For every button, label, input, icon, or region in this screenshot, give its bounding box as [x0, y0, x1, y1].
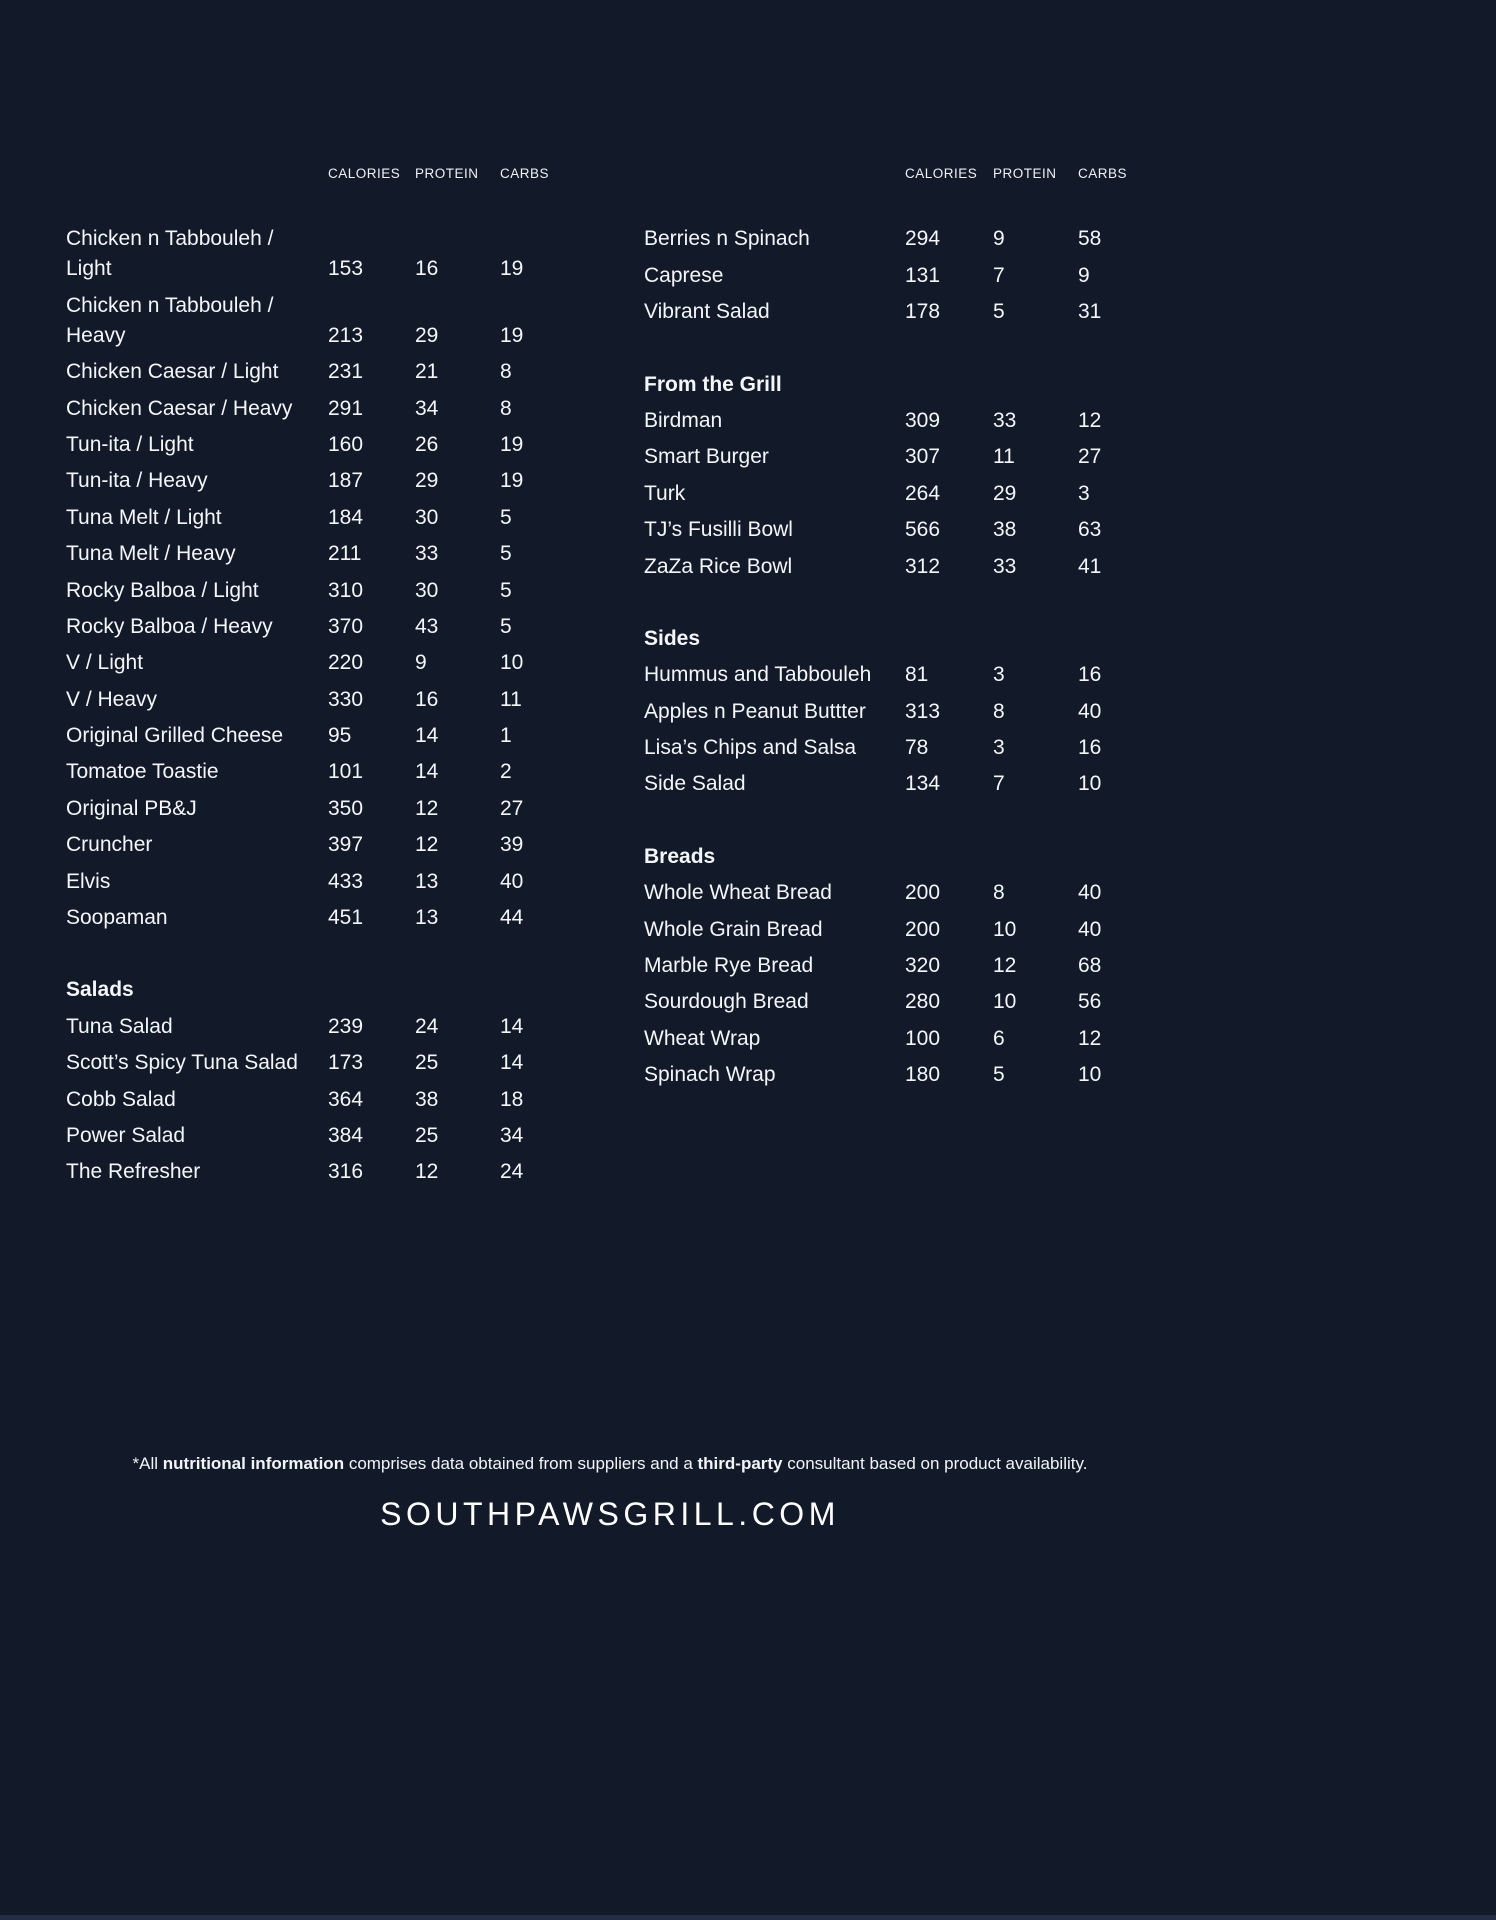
menu-item-row	[644, 254, 1144, 290]
item-carbs: 19	[500, 469, 524, 493]
item-name	[66, 1121, 328, 1151]
item-name	[644, 1024, 905, 1054]
website-url: SOUTHPAWSGRILL.COM	[380, 1496, 840, 1532]
item-carbs: 40	[1078, 881, 1102, 905]
item-name	[66, 430, 328, 460]
item-protein: 34	[415, 396, 439, 420]
item-protein: 30	[415, 578, 439, 602]
item-protein: 3	[993, 663, 1005, 687]
item-carbs: 9	[1078, 263, 1090, 287]
item-name	[644, 479, 905, 509]
item-calories: 307	[905, 445, 941, 469]
item-name-line: Tomatoe Toastie	[66, 760, 219, 784]
item-calories: 184	[328, 505, 364, 529]
item-name-line: Tuna Melt / Light	[66, 505, 222, 529]
item-name	[66, 612, 328, 642]
item-name	[644, 769, 905, 799]
item-name-line: Side Salad	[644, 772, 746, 796]
item-name	[644, 1060, 905, 1090]
item-name	[66, 648, 328, 678]
item-name-line: Smart Burger	[644, 445, 769, 469]
item-protein: 30	[415, 505, 439, 529]
item-name	[66, 794, 328, 824]
item-carbs: 40	[1078, 699, 1102, 723]
item-protein: 29	[415, 469, 439, 493]
item-protein: 38	[415, 1087, 439, 1111]
item-name-line: Soopaman	[66, 906, 168, 930]
item-name-line: Turk	[644, 481, 686, 505]
item-name	[644, 987, 905, 1017]
item-carbs: 10	[500, 651, 524, 675]
item-carbs: 5	[500, 542, 512, 566]
item-carbs: 11	[500, 687, 522, 711]
item-calories: 220	[328, 651, 364, 675]
menu-item-row	[66, 351, 566, 387]
item-name-line: Original PB&J	[66, 796, 197, 820]
item-name	[644, 224, 905, 254]
item-carbs: 14	[500, 1051, 524, 1075]
calories-header: CALORIES	[905, 166, 978, 181]
item-calories: 180	[905, 1063, 941, 1087]
item-name	[66, 576, 328, 606]
item-protein: 14	[415, 724, 439, 748]
disclaimer-bold-text: nutritional information	[162, 1454, 345, 1473]
item-calories: 330	[328, 687, 364, 711]
item-carbs: 19	[500, 432, 524, 456]
item-calories: 95	[328, 724, 352, 748]
item-calories: 350	[328, 796, 364, 820]
menu-item-row	[66, 1005, 566, 1041]
item-name	[644, 442, 905, 472]
menu-item-row	[66, 751, 566, 787]
item-name-line: Tuna Salad	[66, 1014, 173, 1038]
disclaimer-text: comprises data obtained from suppliers and a	[344, 1454, 698, 1473]
item-name-line: The Refresher	[66, 1160, 201, 1184]
item-carbs: 31	[1078, 300, 1102, 324]
item-carbs: 44	[500, 906, 524, 930]
item-name	[66, 539, 328, 569]
menu-item-row	[66, 897, 566, 933]
item-calories: 291	[328, 396, 364, 420]
nutrition-column-right	[644, 166, 1144, 1090]
item-name-line: Rocky Balboa / Heavy	[66, 614, 273, 638]
item-carbs: 18	[500, 1087, 524, 1111]
item-protein: 5	[993, 300, 1005, 324]
menu-item-row	[644, 509, 1144, 545]
nutrition-disclaimer	[0, 1452, 1220, 1476]
item-calories: 100	[905, 1026, 941, 1050]
disclaimer-text: consultant based on product availability.	[782, 1454, 1088, 1473]
menu-rows-right	[644, 218, 1144, 1090]
menu-section	[66, 969, 566, 1187]
item-calories: 280	[905, 990, 941, 1014]
item-carbs: 14	[500, 1014, 524, 1038]
menu-item-row	[644, 1017, 1144, 1053]
item-name-line: Hummus and Tabbouleh	[644, 663, 872, 687]
item-name	[644, 660, 905, 690]
menu-item-row	[644, 981, 1144, 1017]
item-calories: 200	[905, 917, 941, 941]
item-carbs: 1	[500, 724, 512, 748]
item-protein: 16	[415, 257, 439, 281]
item-name-line: Scott’s Spicy Tuna Salad	[66, 1051, 298, 1075]
item-name	[644, 406, 905, 436]
item-calories: 320	[905, 954, 941, 978]
item-protein: 7	[993, 263, 1005, 287]
item-calories: 312	[905, 554, 941, 578]
menu-item-row	[66, 678, 566, 714]
item-protein: 8	[993, 881, 1005, 905]
item-calories: 451	[328, 906, 364, 930]
item-name-line: ZaZa Rice Bowl	[644, 554, 793, 578]
item-protein: 26	[415, 432, 439, 456]
item-protein: 43	[415, 614, 439, 638]
section-title: From the Grill	[644, 372, 782, 396]
item-protein: 13	[415, 906, 439, 930]
menu-item-row	[66, 715, 566, 751]
menu-item-row	[66, 218, 566, 284]
item-name-line: Heavy	[66, 323, 126, 347]
item-name-line: Birdman	[644, 408, 723, 432]
item-carbs: 5	[500, 578, 512, 602]
item-name-line: Tun-ita / Light	[66, 432, 194, 456]
item-carbs: 40	[500, 869, 524, 893]
menu-item-row	[66, 787, 566, 823]
protein-header: PROTEIN	[993, 166, 1057, 181]
menu-section	[66, 218, 566, 933]
item-carbs: 8	[500, 396, 512, 420]
item-carbs: 41	[1078, 554, 1102, 578]
item-protein: 14	[415, 760, 439, 784]
item-name-line: Tuna Melt / Heavy	[66, 542, 236, 566]
calories-header: CALORIES	[328, 166, 401, 181]
item-name	[644, 515, 905, 545]
item-carbs: 12	[1078, 1026, 1102, 1050]
item-carbs: 10	[1078, 772, 1102, 796]
menu-item-row	[66, 1042, 566, 1078]
item-name-line: Lisa’s Chips and Salsa	[644, 736, 857, 760]
menu-item-row	[644, 763, 1144, 799]
menu-rows-left	[66, 218, 566, 1187]
item-protein: 16	[415, 687, 439, 711]
item-carbs: 19	[500, 323, 524, 347]
item-name-line: Vibrant Salad	[644, 300, 770, 324]
item-name	[66, 867, 328, 897]
item-name-line: TJ’s Fusilli Bowl	[644, 518, 793, 542]
item-calories: 78	[905, 736, 929, 760]
item-calories: 134	[905, 772, 941, 796]
item-name	[644, 951, 905, 981]
item-protein: 5	[993, 1063, 1005, 1087]
item-protein: 33	[993, 554, 1017, 578]
item-protein: 12	[415, 1160, 439, 1184]
item-carbs: 40	[1078, 917, 1102, 941]
item-name-line: Cruncher	[66, 833, 153, 857]
item-name	[66, 291, 328, 351]
item-calories: 309	[905, 408, 941, 432]
table-header-row	[644, 166, 1144, 182]
item-name-line: Caprese	[644, 263, 724, 287]
menu-item-row	[66, 496, 566, 532]
menu-item-row	[644, 545, 1144, 581]
item-calories: 187	[328, 469, 364, 493]
item-name	[66, 685, 328, 715]
item-name-line: Marble Rye Bread	[644, 954, 814, 978]
item-name	[66, 394, 328, 424]
item-carbs: 24	[500, 1160, 524, 1184]
item-name	[66, 1048, 328, 1078]
item-carbs: 2	[500, 760, 512, 784]
item-name	[644, 297, 905, 327]
item-calories: 160	[328, 432, 364, 456]
item-name-line: Spinach Wrap	[644, 1063, 776, 1087]
item-name-line: Chicken n Tabbouleh /	[66, 227, 274, 251]
item-name-line: Chicken n Tabbouleh /	[66, 293, 274, 317]
item-protein: 12	[993, 954, 1017, 978]
item-name-line: Cobb Salad	[66, 1087, 176, 1111]
item-calories: 313	[905, 699, 941, 723]
section-title: Breads	[644, 844, 716, 868]
item-protein: 25	[415, 1051, 439, 1075]
item-name-line: Chicken Caesar / Light	[66, 360, 279, 384]
item-name	[66, 1012, 328, 1042]
menu-item-row	[66, 642, 566, 678]
item-name-line: Sourdough Bread	[644, 990, 809, 1014]
nutrition-column-left	[66, 166, 566, 1187]
item-protein: 12	[415, 833, 439, 857]
item-name	[66, 757, 328, 787]
item-calories: 101	[328, 760, 364, 784]
item-calories: 370	[328, 614, 364, 638]
item-carbs: 10	[1078, 1063, 1102, 1087]
menu-item-row	[644, 908, 1144, 944]
item-calories: 566	[905, 518, 941, 542]
item-name-line: Rocky Balboa / Light	[66, 578, 259, 602]
section-title: Salads	[66, 978, 134, 1002]
menu-item-row	[66, 606, 566, 642]
item-carbs: 27	[1078, 445, 1102, 469]
item-protein: 11	[993, 445, 1015, 469]
menu-item-row	[644, 400, 1144, 436]
item-calories: 384	[328, 1123, 364, 1147]
item-protein: 12	[415, 796, 439, 820]
menu-item-row	[66, 424, 566, 460]
bottom-accent-strip	[0, 1915, 1496, 1920]
menu-item-row	[644, 654, 1144, 690]
item-protein: 8	[993, 699, 1005, 723]
item-name	[66, 1085, 328, 1115]
disclaimer-bold-text: third-party	[697, 1454, 783, 1473]
item-name	[66, 1157, 328, 1187]
item-calories: 211	[328, 542, 362, 566]
item-name-line: Apples n Peanut Buttter	[644, 699, 866, 723]
item-protein: 33	[415, 542, 439, 566]
item-carbs: 3	[1078, 481, 1090, 505]
item-calories: 294	[905, 227, 941, 251]
item-calories: 364	[328, 1087, 364, 1111]
item-name-line: Whole Wheat Bread	[644, 881, 832, 905]
item-name-line: Original Grilled Cheese	[66, 724, 284, 748]
item-calories: 178	[905, 300, 941, 324]
menu-item-row	[66, 1115, 566, 1151]
item-calories: 81	[905, 663, 929, 687]
item-name-line: Berries n Spinach	[644, 227, 810, 251]
table-header-row	[66, 166, 566, 182]
item-calories: 239	[328, 1014, 364, 1038]
item-name	[66, 903, 328, 933]
menu-item-row	[66, 387, 566, 423]
item-name-line: Tun-ita / Heavy	[66, 469, 208, 493]
carbs-header: CARBS	[500, 166, 550, 181]
item-protein: 3	[993, 736, 1005, 760]
item-name-line: Light	[66, 257, 112, 281]
item-name	[644, 915, 905, 945]
item-carbs: 16	[1078, 663, 1102, 687]
item-name	[644, 261, 905, 291]
menu-item-row	[66, 569, 566, 605]
item-name-line: Elvis	[66, 869, 111, 893]
item-carbs: 63	[1078, 518, 1102, 542]
item-name	[644, 697, 905, 727]
item-calories: 310	[328, 578, 364, 602]
item-carbs: 5	[500, 505, 512, 529]
item-name	[644, 733, 905, 763]
item-protein: 10	[993, 917, 1017, 941]
item-calories: 231	[328, 360, 364, 384]
menu-item-row	[66, 533, 566, 569]
item-name	[66, 721, 328, 751]
menu-item-row	[644, 218, 1144, 254]
menu-item-row	[644, 690, 1144, 726]
menu-item-row	[66, 284, 566, 350]
item-protein: 10	[993, 990, 1017, 1014]
item-name	[644, 552, 905, 582]
item-carbs: 16	[1078, 736, 1102, 760]
item-calories: 316	[328, 1160, 364, 1184]
item-carbs: 27	[500, 796, 524, 820]
item-name-line: Chicken Caesar / Heavy	[66, 396, 293, 420]
item-name	[66, 503, 328, 533]
item-calories: 131	[905, 263, 941, 287]
menu-section	[644, 618, 1144, 800]
item-calories: 213	[328, 323, 364, 347]
menu-section	[644, 218, 1144, 327]
item-name-line: V / Light	[66, 651, 144, 675]
item-carbs: 56	[1078, 990, 1102, 1014]
menu-item-row	[66, 1151, 566, 1187]
item-name	[66, 466, 328, 496]
item-carbs: 8	[500, 360, 512, 384]
menu-item-row	[644, 472, 1144, 508]
item-protein: 29	[415, 323, 439, 347]
disclaimer-text: *All	[132, 1454, 163, 1473]
item-calories: 200	[905, 881, 941, 905]
item-protein: 9	[415, 651, 427, 675]
item-protein: 29	[993, 481, 1017, 505]
item-protein: 6	[993, 1026, 1005, 1050]
item-carbs: 12	[1078, 408, 1102, 432]
menu-item-row	[644, 291, 1144, 327]
menu-item-row	[644, 436, 1144, 472]
item-carbs: 39	[500, 833, 524, 857]
item-name-line: Wheat Wrap	[644, 1026, 761, 1050]
item-name-line: Power Salad	[66, 1123, 186, 1147]
menu-item-row	[66, 824, 566, 860]
menu-section	[644, 835, 1144, 1090]
section-title: Sides	[644, 626, 701, 650]
menu-item-row	[66, 860, 566, 896]
menu-section	[644, 363, 1144, 581]
item-name	[644, 878, 905, 908]
item-calories: 397	[328, 833, 364, 857]
item-protein: 9	[993, 227, 1005, 251]
menu-item-row	[66, 1078, 566, 1114]
item-calories: 173	[328, 1051, 364, 1075]
menu-item-row	[66, 460, 566, 496]
item-carbs: 19	[500, 257, 524, 281]
carbs-header: CARBS	[1078, 166, 1128, 181]
item-calories: 264	[905, 481, 941, 505]
item-protein: 25	[415, 1123, 439, 1147]
item-carbs: 5	[500, 614, 512, 638]
item-name	[66, 357, 328, 387]
item-name	[66, 830, 328, 860]
item-protein: 24	[415, 1014, 439, 1038]
menu-item-row	[644, 872, 1144, 908]
menu-item-row	[644, 727, 1144, 763]
item-protein: 21	[415, 360, 439, 384]
item-carbs: 58	[1078, 227, 1102, 251]
menu-item-row	[644, 1054, 1144, 1090]
item-calories: 153	[328, 257, 364, 281]
item-carbs: 34	[500, 1123, 524, 1147]
item-protein: 33	[993, 408, 1017, 432]
item-protein: 7	[993, 772, 1005, 796]
item-protein: 38	[993, 518, 1017, 542]
item-name-line: V / Heavy	[66, 687, 158, 711]
menu-item-row	[644, 945, 1144, 981]
item-name-line: Whole Grain Bread	[644, 917, 823, 941]
item-name	[66, 224, 328, 284]
protein-header: PROTEIN	[415, 166, 479, 181]
item-calories: 433	[328, 869, 364, 893]
item-carbs: 68	[1078, 954, 1102, 978]
item-protein: 13	[415, 869, 439, 893]
